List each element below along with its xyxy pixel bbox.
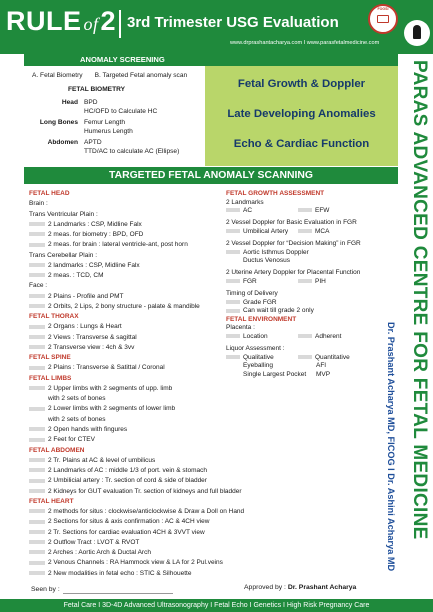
checkbox[interactable] [226, 250, 240, 254]
pair-item [243, 362, 273, 369]
doctor-names: Dr. Prashant Acharya MD, FICOG I Dr. Ashini Acharya MD [386, 322, 396, 572]
seen-by-label: Seen by : [31, 586, 60, 593]
pair-item-text: MCA [315, 227, 330, 235]
section-heading: FETAL HEART [29, 497, 74, 505]
checkbox[interactable] [29, 509, 45, 513]
checklist-item-text: 2 Venous Channels : RA Hammock view & LA for 2 Pul.veins [48, 559, 223, 567]
pair-item-text: Eyeballing [243, 362, 273, 370]
checkbox[interactable] [29, 294, 45, 298]
checklist-item [29, 364, 165, 371]
checklist-label: Brain : [29, 200, 48, 208]
checklist-item-text: 2 landmarks : CSP, Midline Falx [48, 261, 140, 269]
checklist-item [29, 293, 124, 300]
pair-item [226, 228, 288, 235]
targeted-scanning-heading: TARGETED FETAL ANOMALY SCANNING [24, 167, 398, 184]
section-heading: FETAL HEAD [29, 190, 70, 197]
checkbox[interactable] [29, 325, 45, 329]
checkbox[interactable] [29, 273, 45, 277]
section-heading: FETAL ABDOMEN [29, 446, 85, 454]
checklist-item [29, 221, 142, 228]
checkbox[interactable] [29, 335, 45, 339]
centre-logo-icon [404, 20, 430, 46]
pair-item-text: Adherent [315, 332, 342, 340]
checklist-continuation: Ductus Venosus [243, 257, 290, 265]
checkbox[interactable] [29, 345, 45, 349]
pair-item [226, 354, 274, 361]
checkbox[interactable] [29, 366, 45, 370]
checklist-item-text: 2 Tr. Sections for cardiac evaluation 4CH & 3VVT view [48, 528, 205, 536]
checklist-item [29, 426, 127, 433]
topic-growth-doppler: Fetal Growth & Doppler [237, 78, 366, 90]
checklist-item [29, 436, 95, 443]
rule-word: RULE [6, 6, 82, 36]
section-heading: FETAL SPINE [29, 354, 71, 362]
services-footer: Fetal Care I 3D-4D Advanced Ultrasonography I Fetal Echo I Genetics I High Risk Pregnancy Care [0, 599, 433, 612]
rule-logo [6, 6, 116, 37]
approved-by [244, 584, 356, 591]
type-a: A. Fetal Biometry [32, 72, 83, 79]
pair-item-text: MVP [316, 370, 331, 378]
checklist-item [29, 559, 223, 566]
checklist-item [29, 508, 244, 515]
checkbox[interactable] [29, 427, 45, 431]
pair-item [298, 333, 341, 340]
approved-name: Dr. Prashant Acharya [287, 584, 357, 591]
checklist-item [29, 467, 207, 474]
checklist-label: Liquor Assessment : [226, 345, 285, 353]
checklist-item-text: 2 Lower limbs with 2 segments of lower limb [48, 405, 176, 413]
checkbox[interactable] [29, 407, 45, 411]
checkbox[interactable] [226, 279, 240, 283]
rule-number: 2 [100, 6, 117, 36]
checkbox[interactable] [29, 458, 45, 462]
biometry-value: BPD [84, 99, 98, 106]
checkbox[interactable] [29, 438, 45, 442]
pair-item [226, 278, 257, 285]
checklist-item [29, 570, 191, 577]
fetal-biometry-heading: FETAL BIOMETRY [68, 86, 126, 93]
checklist-item-text: 2 methods for situs : clockwise/anticlockwise & Draw a Doll on Hand [48, 508, 245, 516]
checklist-item-text: 2 Outflow Tract : LVOT & RVOT [48, 538, 140, 546]
checklist-item-text: 2 Upper limbs with 2 segments of upp. limb [48, 384, 173, 392]
checklist-label: 2 Vessel Doppler for “Decision Making” in FGR [226, 240, 361, 248]
checklist-item-text: 2 Landmarks : CSP, Midline Falx [48, 220, 142, 228]
pair-item-text: AC [243, 207, 253, 214]
checklist-item [29, 488, 242, 495]
checklist-item-text: 2 Plains : Transverse & Satittal / Coronal [48, 364, 165, 372]
checkbox[interactable] [226, 355, 240, 359]
pair-item-text: Qualitative [243, 353, 274, 361]
checkbox[interactable] [226, 309, 240, 313]
checkbox[interactable] [29, 571, 45, 575]
type-b: B. Targeted Fetal anomaly scan [94, 72, 188, 79]
checkbox[interactable] [298, 229, 312, 233]
checkbox[interactable] [29, 222, 45, 226]
pair-item [226, 207, 252, 214]
pair-item-text: Location [243, 332, 268, 340]
pair-item-text: Quantitative [315, 353, 350, 361]
checklist-item [29, 539, 139, 546]
pair-item-text: PIH [315, 277, 326, 285]
checkbox[interactable] [29, 540, 45, 544]
checklist-item [226, 249, 309, 256]
section-heading: FETAL THORAX [29, 313, 79, 321]
anomaly-screening-heading: ANOMALY SCREENING [24, 54, 398, 66]
checklist-item [29, 272, 104, 279]
checklist-item [226, 307, 314, 314]
checkbox[interactable] [29, 489, 45, 493]
biometry-key: Abdomen [47, 139, 78, 146]
checkbox[interactable] [29, 520, 45, 524]
centre-name: PARAS ADVANCED CENTRE FOR FETAL MEDICINE [409, 60, 430, 540]
biometry-value: Humerus Length [84, 128, 133, 135]
pair-item [243, 371, 306, 378]
checklist-item [226, 299, 277, 306]
checkbox[interactable] [29, 530, 45, 534]
pair-item [298, 354, 350, 361]
checklist-continuation: with 2 sets of bones [48, 415, 106, 423]
biometry-key: Head [61, 99, 78, 106]
checklist-label: 2 Landmarks [226, 198, 264, 206]
checklist-item [29, 477, 207, 484]
checklist-item-text: Aortic Isthmus Doppler [243, 248, 309, 256]
checkbox[interactable] [298, 208, 312, 212]
checkbox[interactable] [226, 334, 240, 338]
checklist-item-text: 2 Umbilicial artery : Tr. section of cord & side of bladder [48, 477, 207, 485]
section-heading: FETAL LIMBS [29, 374, 72, 382]
checkbox[interactable] [298, 334, 312, 338]
topics-panel [205, 66, 398, 166]
checklist-item [29, 385, 172, 392]
checklist-label: 2 Uterine Artery Doppler for Placental Function [226, 269, 361, 277]
checklist-item-text: 2 Views : Transverse & sagittal [48, 333, 137, 341]
rule-of: of [83, 14, 99, 34]
seal-emblem-icon [377, 15, 389, 23]
page-title: 3rd Trimester USG Evaluation [127, 14, 339, 31]
topic-echo-cardiac: Echo & Cardiac Function [233, 138, 370, 150]
seen-by-signature-line[interactable] [63, 593, 173, 594]
checklist-item [29, 323, 122, 330]
checklist-item [29, 241, 188, 248]
pair-item [298, 278, 326, 285]
screening-types [32, 72, 187, 79]
checklist-item [29, 334, 137, 341]
checkbox[interactable] [298, 355, 312, 359]
checklist-label: 2 Vessel Doppler for Basic Evaluation in FGR [226, 219, 357, 227]
topic-late-anomalies: Late Developing Anomalies [227, 108, 376, 120]
pair-item-text: EFW [315, 207, 330, 214]
checklist-item [29, 518, 209, 525]
badge-text: FOGSI [377, 7, 389, 11]
pair-item-text: AFI [316, 362, 327, 370]
biometry-key: Long Bones [39, 119, 78, 126]
biometry-value: APTD [84, 139, 102, 146]
checklist-item-text: Grade FGR [243, 298, 277, 306]
checklist-item-text: 2 Organs : Lungs & Heart [48, 323, 122, 331]
checklist-item-text: 2 Feet for CTEV [48, 436, 95, 444]
checklist-item-text: 2 New modalities in fetal echo : STIC & Silhouette [48, 569, 192, 577]
checkbox[interactable] [298, 279, 312, 283]
checklist-item-text: 2 meas. for brain : lateral ventricle-ant, post horn [48, 241, 188, 249]
checkbox[interactable] [29, 263, 45, 267]
pair-item [298, 207, 329, 214]
checkbox[interactable] [226, 300, 240, 304]
checklist-item-text: 2 meas. for biometry : BPD, OFD [48, 231, 144, 239]
checklist-item [29, 549, 151, 556]
pair-item [298, 228, 329, 235]
checklist-item-text: 2 Arches : Aortic Arch & Ductal Arch [48, 549, 151, 557]
checklist-label: Trans Ventricular Plain : [29, 210, 98, 218]
logo-mark-icon [413, 25, 421, 39]
checkbox[interactable] [29, 386, 45, 390]
checklist-item-text: 2 Sections for situs & axis confirmation : AC & 4CH view [48, 518, 210, 526]
checklist-item [29, 405, 175, 412]
checklist-label: Trans Cerebellar Plain : [29, 251, 98, 259]
section-heading: FETAL ENVIRONMENT [226, 315, 297, 323]
checklist-item-text: 2 Kidneys for GUT evaluation Tr. section of kidneys and full bladder [48, 487, 242, 495]
header-banner [0, 0, 433, 54]
checklist-item [29, 303, 200, 310]
fogsi-seal-icon [368, 4, 398, 34]
checklist-item-text: 2 Plains - Profile and PMT [48, 292, 124, 300]
pair-item [226, 333, 268, 340]
checklist-item [29, 457, 155, 464]
checklist-item [29, 231, 143, 238]
checklist-item-text: 2 Orbits, 2 Lips, 2 bony structure - palate & mandible [48, 302, 200, 310]
checklist-item-text: 2 Landmarks of AC : middle 1/3 of port. vein & stomach [48, 467, 207, 475]
checklist-item [29, 262, 140, 269]
header-divider [119, 10, 121, 38]
biometry-value: TTD/AC to calculate AC (Ellipse) [84, 148, 180, 155]
biometry-value: Femur Length [84, 119, 126, 126]
biometry-value: HC/OFD to Calculate HC [84, 108, 158, 115]
website-links[interactable]: www.drprashantacharya.com I www.parasfetalmedicine.com [230, 40, 380, 46]
checklist-item-text: 2 Transverse view : 4ch & 3vv [48, 343, 135, 351]
checklist-item-text: 2 Open hands with fingures [48, 425, 128, 433]
pair-item-text: FGR [243, 277, 257, 285]
checkbox[interactable] [29, 550, 45, 554]
checklist-item-text: 2 meas. : TCD, CM [48, 272, 104, 280]
checkbox[interactable] [29, 243, 45, 247]
approved-label: Approved by : [244, 584, 288, 591]
checklist-item [29, 344, 134, 351]
checklist-label: Face : [29, 282, 48, 290]
checkbox[interactable] [29, 304, 45, 308]
checkbox[interactable] [226, 208, 240, 212]
checklist-label: Timing of Delivery [226, 290, 278, 298]
checklist-label: Placenta : [226, 324, 255, 332]
checklist-item [29, 529, 205, 536]
checklist-continuation: with 2 sets of bones [48, 395, 106, 403]
checklist-item-text: Can wait till grade 2 only [243, 307, 314, 315]
pair-item [316, 362, 326, 369]
checklist-item-text: 2 Tr. Plains at AC & level of umbilicus [48, 456, 156, 464]
checkbox[interactable] [29, 479, 45, 483]
section-heading: FETAL GROWTH ASSESSMENT [226, 190, 325, 197]
checkbox[interactable] [29, 561, 45, 565]
checkbox[interactable] [29, 232, 45, 236]
pair-item-text: Umbilical Artery [243, 227, 289, 235]
checkbox[interactable] [226, 229, 240, 233]
pair-item-text: Single Largest Pocket [243, 370, 307, 378]
checkbox[interactable] [29, 468, 45, 472]
pair-item [316, 371, 330, 378]
